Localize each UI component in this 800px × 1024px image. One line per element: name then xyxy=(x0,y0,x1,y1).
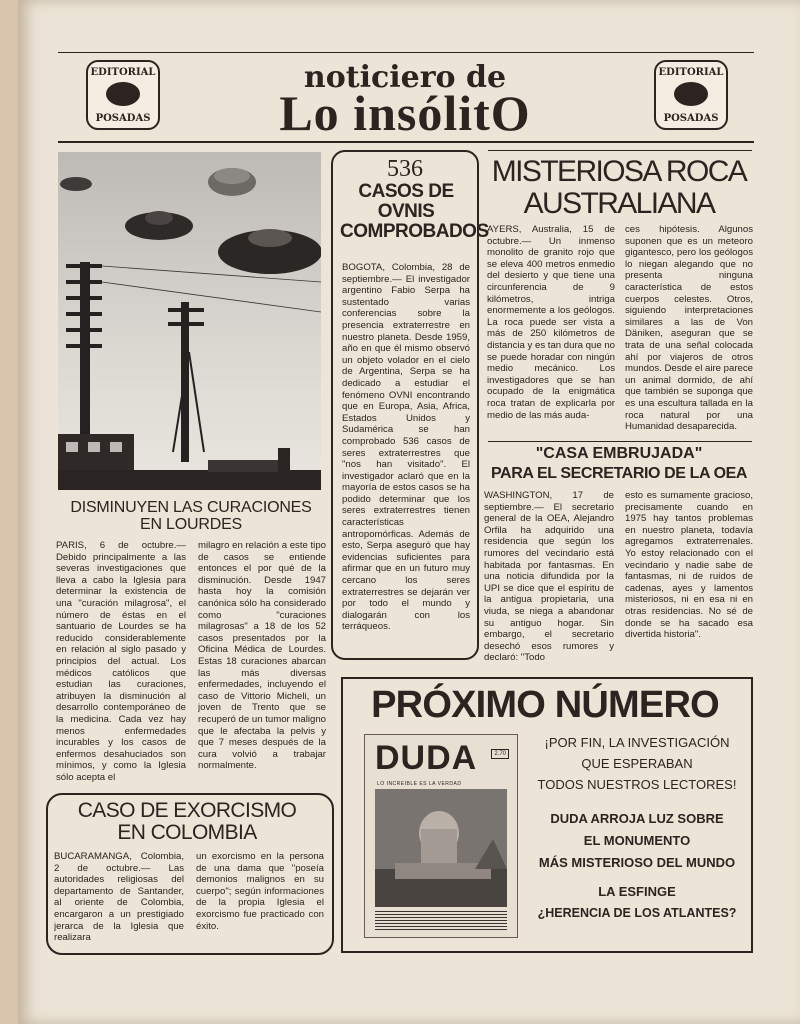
proximo-line-1: ¡POR FIN, LA INVESTIGACIÓN xyxy=(544,735,730,750)
exorcismo-headline: CASO DE EXORCISMO EN COLOMBIA xyxy=(77,799,297,845)
exorcismo-column-1: BUCARAMANGA, Colombia, 2 de octubre.— Las autoridades religiosas del departamento de Santander, al oriente de Colombia, encargaron a un prestigiado jerarca de la Iglesia que realizara xyxy=(54,851,184,943)
masthead-line1: noticiero de xyxy=(303,60,507,95)
ovnis-headline-number: 536 xyxy=(387,156,423,182)
proximo-bold-1: DUDA ARROJA LUZ SOBRE xyxy=(550,811,724,826)
masthead-title: Lo insólitO xyxy=(279,85,531,141)
proximo-bold-4: LA ESFINGE xyxy=(598,884,676,899)
editorial-logo-right xyxy=(654,60,728,130)
cover-tagline: LO INCREIBLE ES LA VERDAD xyxy=(377,781,462,787)
cover-price: 2.70 xyxy=(491,749,509,759)
lourdes-headline: DISMINUYEN LAS CURACIONES EN LOURDES xyxy=(70,499,312,533)
ovnis-headline: CASOS DE OVNIS COMPROBADOS xyxy=(340,181,489,242)
logo-text-bottom: POSADAS xyxy=(95,113,151,124)
exorcismo-column-2: un exorcismo en la persona de una dama que "poseía demonios malignos en su cuerpo"; según informaciones de la propia Iglesia el exorcismo fue practicado con éxito. xyxy=(196,851,324,932)
logo-text-bottom: POSADAS xyxy=(663,113,719,124)
logo-text-top: EDITORIAL xyxy=(658,67,724,78)
proximo-numero-headline: PRÓXIMO NÚMERO xyxy=(371,684,719,726)
cover-brand: DUDA xyxy=(375,739,478,777)
roca-column-1: AYERS, Australia, 15 de octubre.— Un inmenso monolito de granito rojo que se eleva 400 metros enmedio del desierto y que tiene una circunferencia de 9 kilómetros, intriga enormemente a los geólogos. La roca puede ser vista a más de 250 kilómetros de distancia y es tan dura que no se puede horadar con ningún medio mecánico. Los investigadores que se han ocupado de la enigmática roca tratan de explicarla por medio de las más auda- xyxy=(487,224,615,421)
proximo-bold-3: MÁS MISTERIOSO DEL MUNDO xyxy=(538,855,736,870)
duda-magazine-cover xyxy=(364,734,518,938)
casa-column-1: WASHINGTON, 17 de septiembre.— El secretario general de la OEA, Alejandro Orfila ha adquirido una residencia que según los rumores del vecindario está habitada por fantasmas. En una noticia difundida por la UPI se dice que el espíritu de la antigua propietaria, una viuda, se niega a abandonar su antiguo hogar. Sin embargo, el secretario desechó esos rumores y declaró: "Todo xyxy=(484,490,614,664)
proximo-line-2: QUE ESPERABAN xyxy=(581,756,693,771)
lourdes-column-1: PARIS, 6 de octubre.— Debido principalmente a las severas investigaciones que lleva a cabo la Iglesia para determinar la existencia de una "curación milagrosa", el número de éstas en el santuario de Lourdes se ha reducido considerablemente en relación al siglo pasado y principios del actual. Los médicos católicos que estudian las curaciones, atribuyen la disminución al desarrollo contemporáneo de la medicina. Cada vez hay menos enfermedades incurables y los casos de enfermos desahuciados son mínimos, y como la Iglesia sólo acepta el xyxy=(56,540,186,783)
roca-top-rule xyxy=(488,150,752,151)
lourdes-column-2: milagro en relación a este tipo de casos se entiende entonces el por qué de la disminución. Desde 1947 hasta hoy la comisión canónica sólo ha considerado como "curaciones milagrosas" a 18 de los 52 casos presentados por la Oficina Médica de Lourdes. Estas 18 curaciones abarcan las más diversas enfermedades, incluyendo el caso de Vittorio Micheli, un joven de Trento que se recuperó de un tumor maligno que le afectaba la pelvis y que 7 meses después de la cura volvió a trabajar normalmente. xyxy=(198,540,326,772)
proximo-bold-5: ¿HERENCIA DE LOS ATLANTES? xyxy=(537,906,737,920)
logo-emblem-icon xyxy=(674,82,708,106)
roca-headline: MISTERIOSA ROCA AUSTRALIANA xyxy=(491,155,747,220)
sphinx-illustration xyxy=(375,789,507,907)
proximo-bold-2: EL MONUMENTO xyxy=(583,833,691,848)
casa-column-2: esto es sumamente gracioso, precisamente cuando en 1975 hay tantos problemas en nuestro planeta, todavía agregamos extraterrenales. Yo estoy relacionado con el vecindario y nadie sabe de fantasmas, ni de ruidos de cadenas, ayes y lamentos misteriosos, ni en esa ni en otras residencias. No sé de donde se ha sacado esa divertida historia". xyxy=(625,490,753,641)
logo-emblem-icon xyxy=(106,82,140,106)
ovnis-body: BOGOTA, Colombia, 28 de septiembre.— El investigador argentino Fabio Serpa ha sustentado varias conferencias sobre la presencia extraterrestre en nuestro planeta. Desde 1959, año en que él mismo observó un objeto volador en el cielo de Argentina, Serpa se ha dedicado a estudiar el fenómeno OVNI encontrando que en Europa, Asia, Africa, Estados Unidos y Sudamérica se han comprobado 536 casos de seres extraterrestres que "nos han visitado". El investigador aclaró que en la mayoría de estos casos se ha podido determinar que los seres extraterrestres tienen características antropomórficas. Además de esto, Serpa aseguró que hay evidencias suficientes para afirmar que en un futuro muy cercano los seres extraterrestres se dejarán ver por todo el mundo y dialogarán con los terráqueos. xyxy=(342,262,470,633)
masthead-top-rule xyxy=(58,52,754,53)
cover-footer-text xyxy=(375,911,507,931)
proximo-line-3: TODOS NUESTROS LECTORES! xyxy=(537,777,737,792)
logo-text-top: EDITORIAL xyxy=(90,67,156,78)
cover-sphinx-image xyxy=(375,789,507,907)
casa-headline-1: "CASA EMBRUJADA" xyxy=(535,445,703,462)
roca-bottom-rule xyxy=(488,441,752,442)
editorial-logo-left xyxy=(86,60,160,130)
ufo-photo-illustration xyxy=(58,152,321,490)
casa-headline-2: PARA EL SECRETARIO DE LA OEA xyxy=(490,465,748,482)
ufo-photo xyxy=(58,152,321,490)
roca-column-2: ces hipótesis. Algunos suponen que es un meteoro gigantesco, pero los geólogos lo niegan alegando que no presenta ninguna característica de estos cuerpos celestes. Otros, siguiendo interpretaciones similares a las de Von Däniken, aseguran que se trata de una señal colocada ahí por viajeros de otros mundos. Desde el aire parece un animal dormido, de ahí que también se suponga que es una escultura tallada en la roca natural por una Humanidad desaparecida. xyxy=(625,224,753,433)
